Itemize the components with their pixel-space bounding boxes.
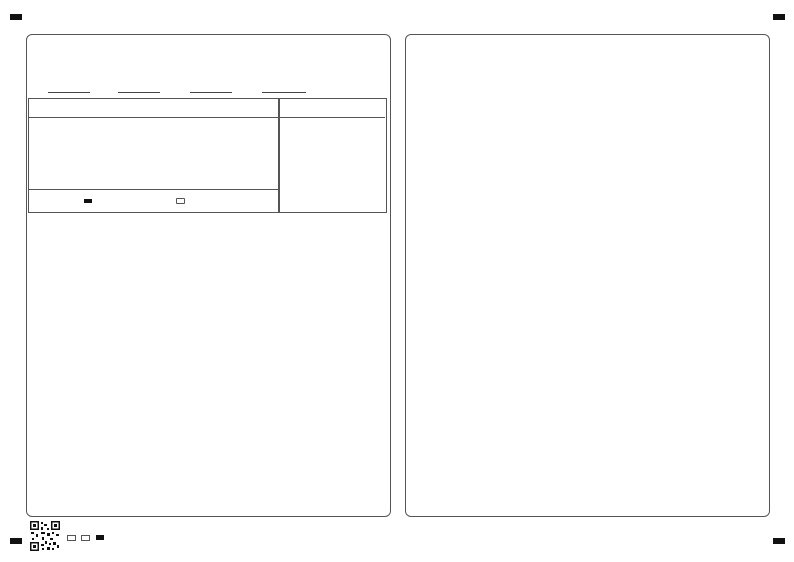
right-answer-panel [405,34,770,517]
corner-mark-tr [773,14,785,20]
footer-mark-1 [67,535,76,541]
footer-mark-3 [96,535,104,540]
room-field[interactable] [262,92,306,93]
notice-heading-cell [28,98,278,118]
name-field[interactable] [48,92,90,93]
correct-fill-sample [84,199,92,203]
class-field[interactable] [118,92,160,93]
qr-code-icon [30,521,60,551]
corner-mark-br [773,538,785,544]
seat-field[interactable] [190,92,232,93]
footer-mark-2 [81,535,90,541]
corner-mark-tl [10,14,22,20]
qr-code [30,521,60,551]
corner-mark-bl [10,538,22,544]
exam-id-heading-cell [278,98,385,118]
absent-mark-checkbox[interactable] [176,198,185,204]
notice-divider [28,189,278,190]
